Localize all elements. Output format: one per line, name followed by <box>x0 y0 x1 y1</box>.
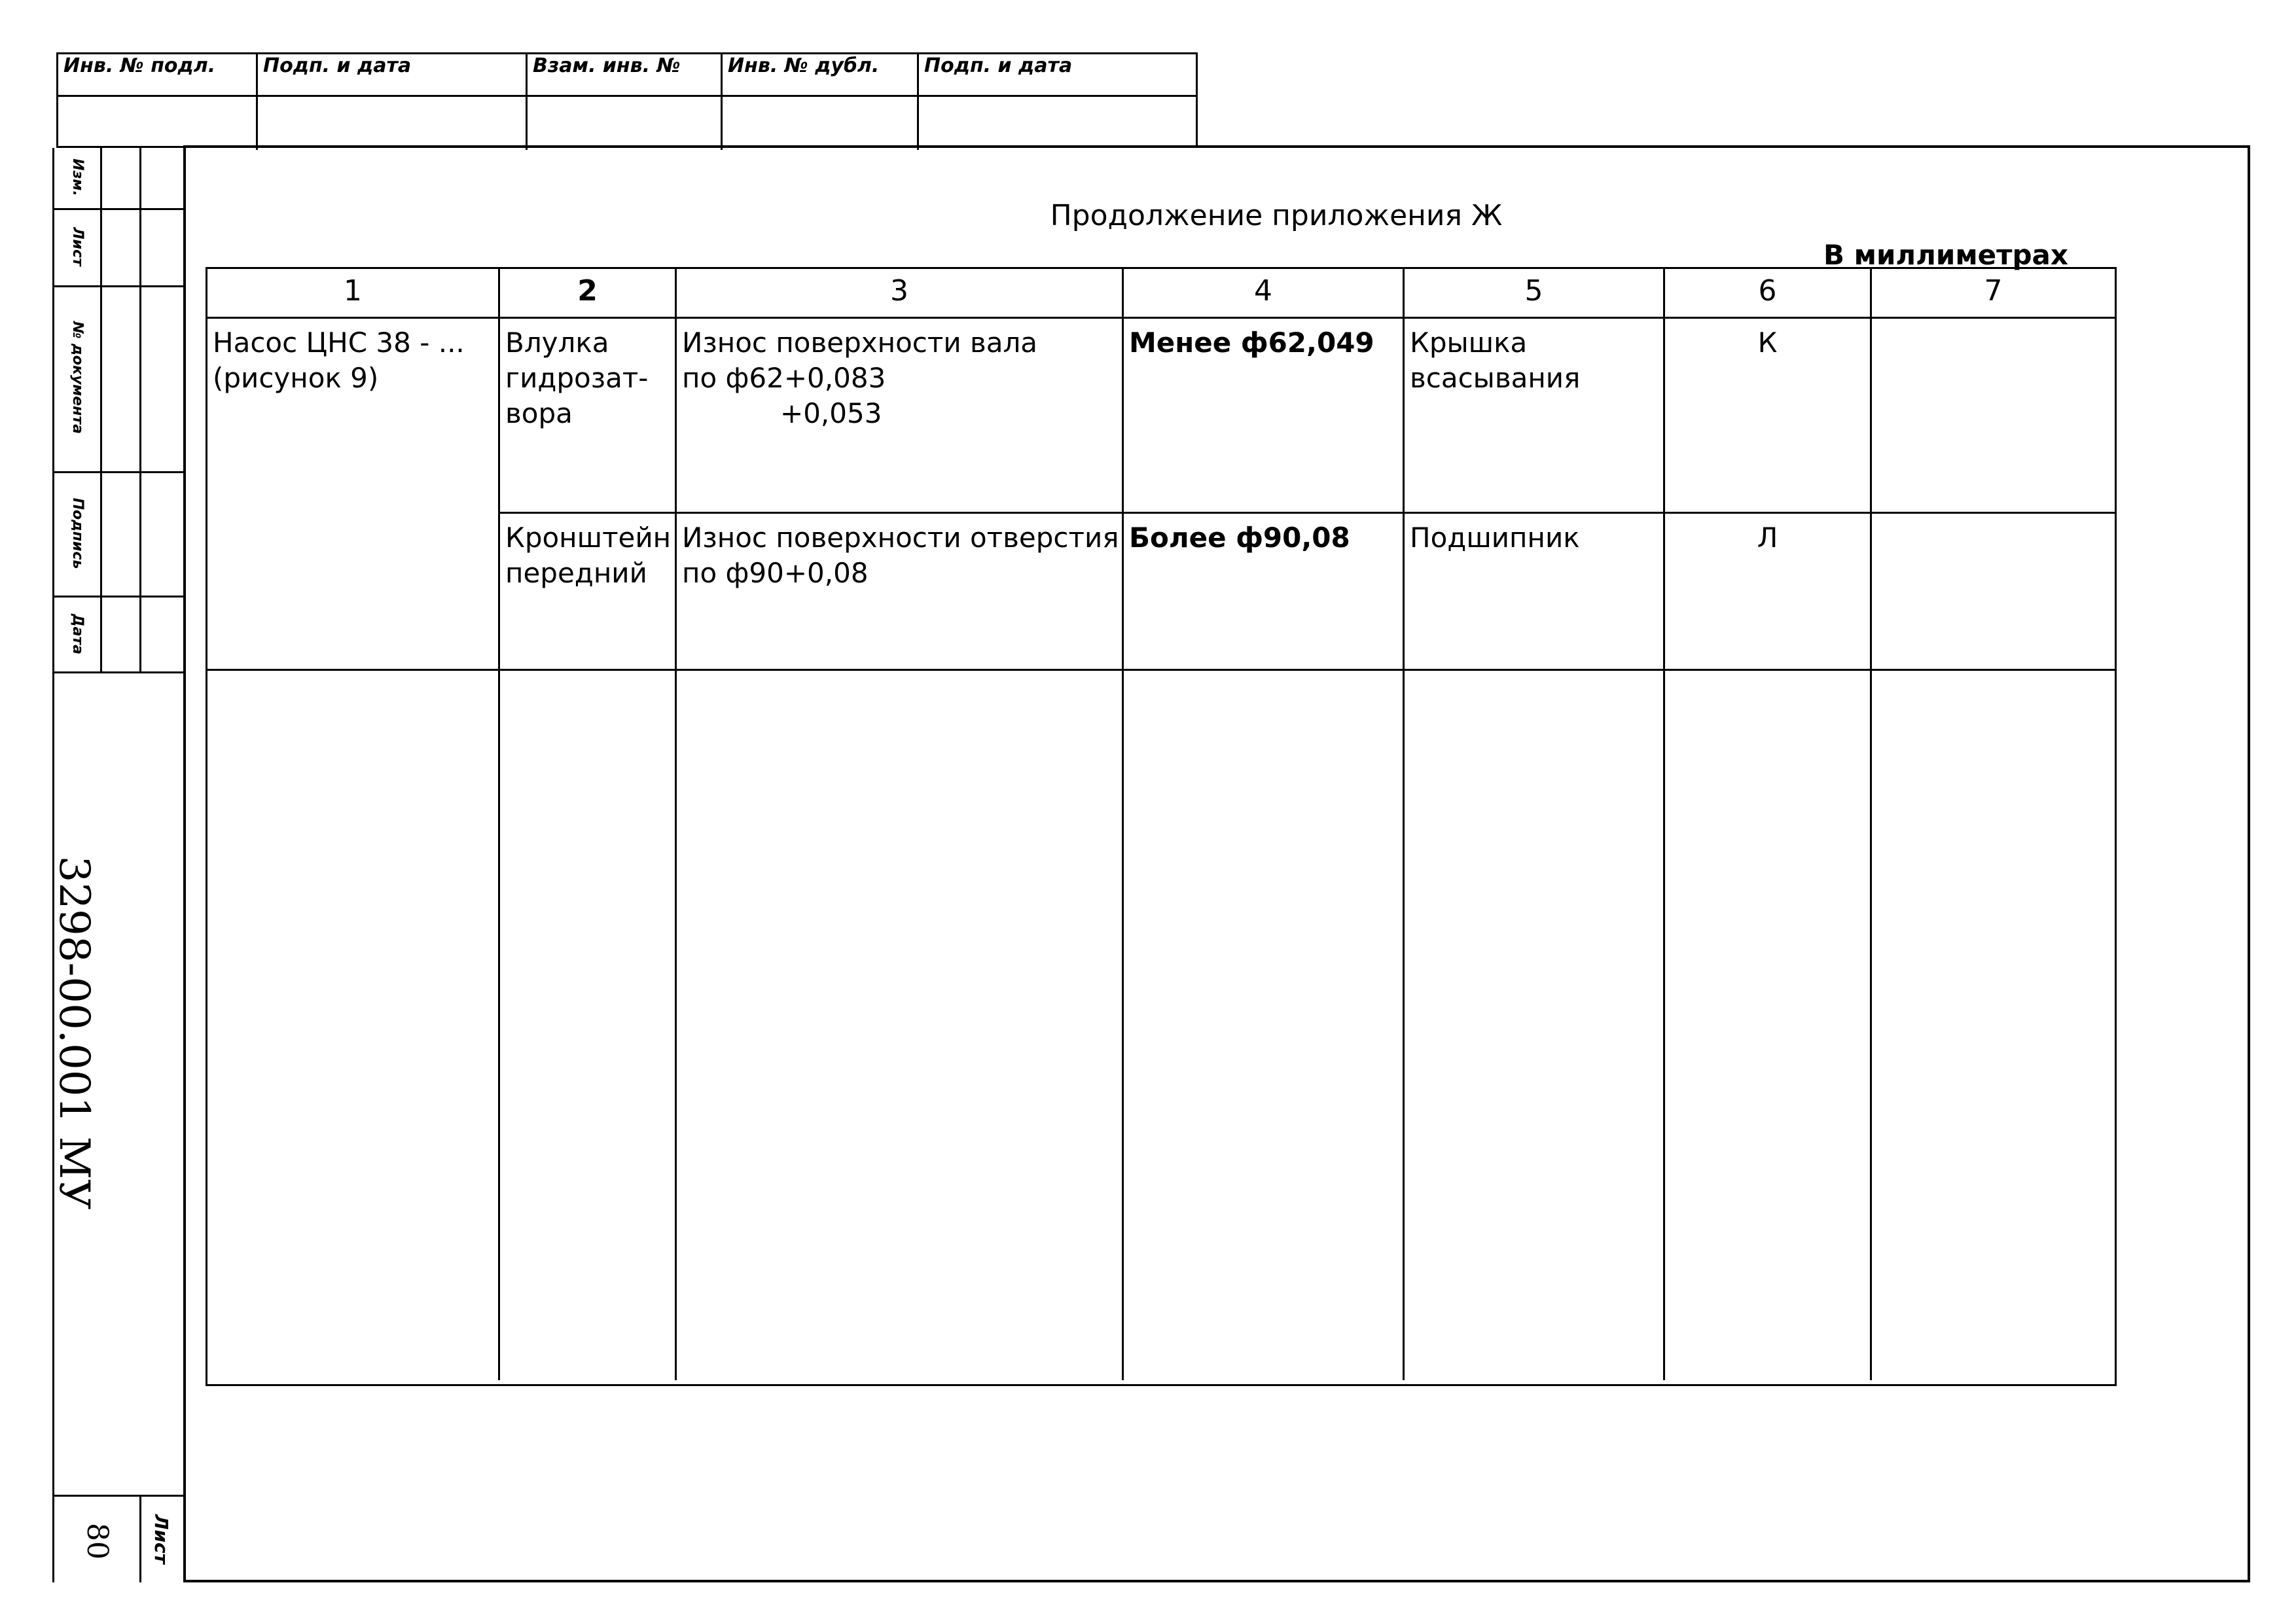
stamp-header: Подп. и дата <box>263 54 412 77</box>
location-line: Подшипник <box>1410 522 1580 554</box>
part-cell <box>500 514 677 671</box>
defect-line: по ф90+0,08 <box>682 557 869 589</box>
document-code: 3298-00.001 МУ <box>50 855 98 1210</box>
assembly-name: Насос ЦНС 38 - ... <box>213 327 465 359</box>
stamp-header: Подп. и дата <box>924 54 1073 77</box>
table-header-cell: 1 <box>207 269 500 319</box>
assembly-name-cell <box>207 319 500 671</box>
units-label: В миллиметрах <box>1823 239 2068 271</box>
side-label-izm: Изм. <box>69 158 86 196</box>
table-header-cell: 4 <box>1124 269 1405 319</box>
stamp-cell-vzam <box>528 54 723 150</box>
table-header-cell: 2 <box>500 269 677 319</box>
part-name-line: Влулка <box>505 327 609 359</box>
defect-line: по ф62+0,083 <box>682 362 886 394</box>
side-col-divider-1 <box>100 148 102 671</box>
location-line: Крышка <box>1410 327 1528 359</box>
stamp-header: Инв. № подл. <box>63 54 216 77</box>
stamp-cell-inv-podl <box>58 54 258 150</box>
defect-line: Износ поверхности отверстия <box>682 522 1119 554</box>
side-row-line <box>54 285 185 287</box>
defect-tolerance: +0,053 <box>780 397 882 429</box>
side-block <box>52 148 183 1582</box>
defect-cell <box>677 514 1124 671</box>
code-cell: К <box>1665 319 1872 514</box>
empty-cell <box>1124 671 1405 1380</box>
table-header-cell: 7 <box>1872 269 2115 319</box>
top-stamp <box>56 52 1198 148</box>
table-header-cell: 6 <box>1665 269 1872 319</box>
table-header-cell: 5 <box>1405 269 1665 319</box>
empty-cell <box>207 671 500 1380</box>
side-label-doc: № документа <box>69 321 86 434</box>
side-label-sign: Подпись <box>69 497 86 569</box>
part-name-line: гидрозат- <box>505 362 649 394</box>
appendix-title: Продолжение приложения Ж <box>1050 199 1503 232</box>
table-header-cell: 3 <box>677 269 1124 319</box>
sheet-number: 80 <box>81 1523 114 1560</box>
defect-cell <box>677 319 1124 514</box>
side-row-line <box>54 471 185 473</box>
part-name-line: вора <box>505 397 573 429</box>
side-row-line <box>54 596 185 597</box>
part-name-line: Кронштейн <box>505 522 672 554</box>
location-cell <box>1405 514 1665 671</box>
location-line: всасывания <box>1410 362 1581 394</box>
empty-cell <box>677 671 1124 1380</box>
location-cell <box>1405 319 1665 514</box>
side-row-line <box>54 208 185 210</box>
note-cell <box>1872 319 2115 514</box>
stamp-cell-inv-dubl <box>723 54 919 150</box>
empty-cell <box>1665 671 1872 1380</box>
defect-table <box>206 267 2117 1386</box>
limit-cell: Более ф90,08 <box>1124 514 1405 671</box>
assembly-figure-ref: (рисунок 9) <box>213 362 379 394</box>
empty-cell <box>1405 671 1665 1380</box>
side-label-list: Лист <box>69 227 86 266</box>
limit-cell: Менее ф62,049 <box>1124 319 1405 514</box>
side-row-line <box>54 1495 185 1497</box>
code-cell: Л <box>1665 514 1872 671</box>
side-row-line <box>54 671 185 673</box>
stamp-header: Инв. № дубл. <box>728 54 880 77</box>
stamp-header: Взам. инв. № <box>533 54 681 77</box>
empty-cell <box>500 671 677 1380</box>
empty-cell <box>1872 671 2115 1380</box>
part-cell <box>500 319 677 514</box>
stamp-cell-podp-data <box>258 54 528 150</box>
sheet-label: Лист <box>151 1514 172 1564</box>
note-cell <box>1872 514 2115 671</box>
side-label-date: Дата <box>69 613 86 655</box>
side-sheet-divider <box>139 1495 141 1582</box>
side-col-divider-2 <box>139 148 141 671</box>
stamp-cell-podp-data-2 <box>919 54 1200 150</box>
part-name-line: передний <box>505 557 647 589</box>
defect-line: Износ поверхности вала <box>682 327 1038 359</box>
